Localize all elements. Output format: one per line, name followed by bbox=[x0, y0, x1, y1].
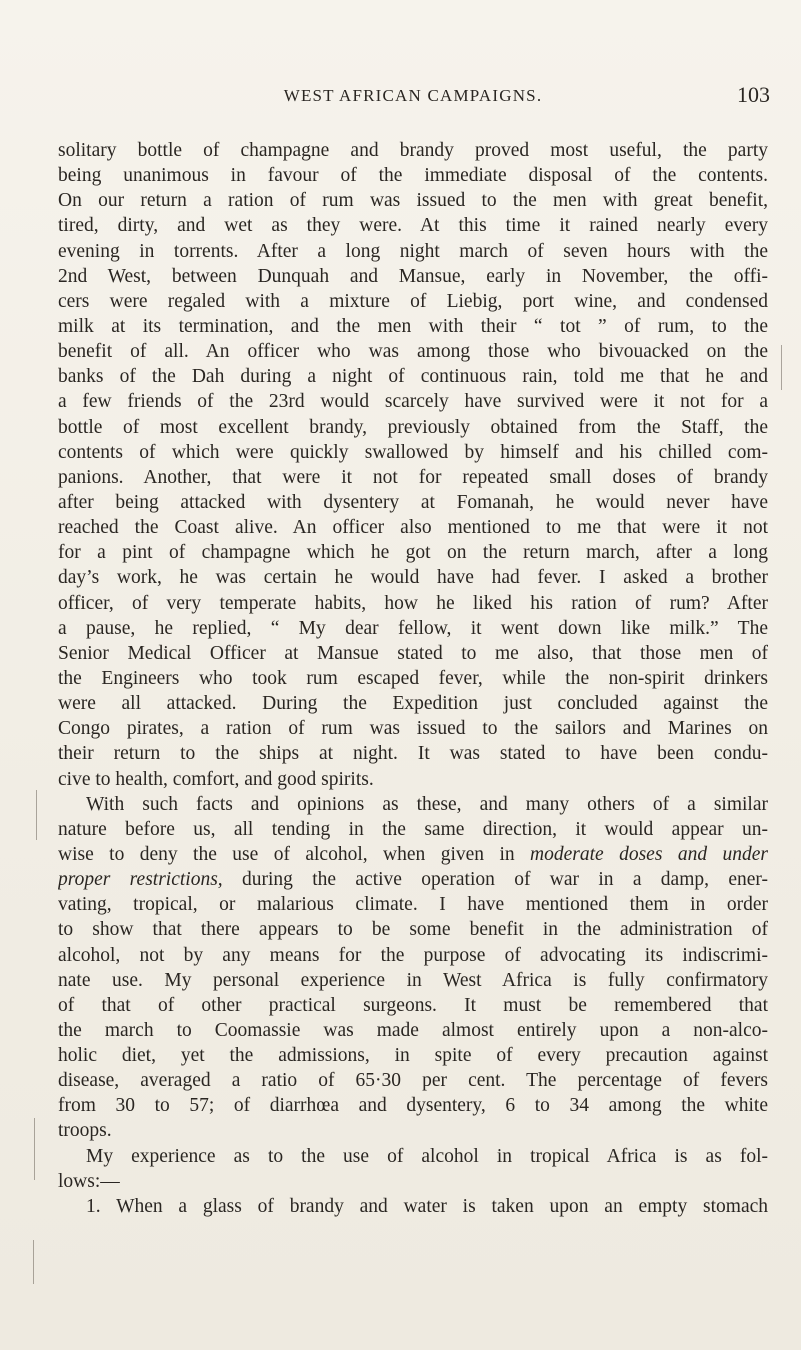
text-line: Senior Medical Officer at Mansue stated to me also, that those men of bbox=[58, 642, 768, 664]
text-line: evening in torrents. After a long night march of seven hours with the bbox=[58, 240, 768, 262]
margin-pencil-mark bbox=[33, 1240, 34, 1284]
text-line: were all attacked. During the Expedition just concluded against the bbox=[58, 693, 768, 715]
text-line: to show that there appears to be some benefit in the administration of bbox=[58, 919, 768, 941]
text-line: vating, tropical, or malarious climate. I have mentioned them in order bbox=[58, 894, 768, 916]
text-line: their return to the ships at night. It was stated to have been condu- bbox=[58, 743, 768, 765]
text-line: officer, of very temperate habits, how he liked his ration of rum? After bbox=[58, 592, 768, 614]
text-line: troops. bbox=[58, 1120, 112, 1142]
text-fragment: wise to deny the use of alcohol, when given in bbox=[58, 843, 515, 865]
text-line: 2nd West, between Dunquah and Mansue, early in November, the offi- bbox=[58, 265, 768, 287]
text-line: the march to Coomassie was made almost entirely upon a non-alco- bbox=[58, 1019, 768, 1041]
text-line: day’s work, he was certain he would have had fever. I asked a brother bbox=[58, 567, 768, 589]
running-title: WEST AFRICAN CAMPAIGNS. bbox=[283, 86, 543, 105]
italic-phrase: moderate doses and under bbox=[530, 843, 768, 865]
text-line: My experience as to the use of alcohol in tropical Africa is as fol- bbox=[86, 1145, 768, 1167]
text-line: cers were regaled with a mixture of Liebig, port wine, and condensed bbox=[58, 290, 768, 312]
text-line: reached the Coast alive. An officer also mentioned to me that were it not bbox=[58, 517, 768, 539]
text-line: benefit of all. An officer who was among those who bivouacked on the bbox=[58, 341, 768, 363]
text-line: lows:— bbox=[58, 1170, 120, 1192]
text-line: from 30 to 57; of diarrhœa and dysentery, 6 to 34 among the white bbox=[58, 1095, 768, 1117]
text-line: nature before us, all tending in the same direction, it would appear un- bbox=[58, 818, 768, 840]
text-line: for a pint of champagne which he got on the return march, after a long bbox=[58, 542, 768, 564]
text-line: With such facts and opinions as these, and many others of a similar bbox=[86, 793, 768, 815]
text-line: tired, dirty, and wet as they were. At this time it rained nearly every bbox=[58, 215, 768, 237]
italic-phrase: proper restrictions, bbox=[58, 869, 223, 891]
margin-pencil-mark bbox=[36, 790, 37, 840]
text-line: holic diet, yet the admissions, in spite of every precaution against bbox=[58, 1045, 768, 1067]
text-line: milk at its termination, and the men with their “ tot ” of rum, to the bbox=[58, 315, 768, 337]
text-line: solitary bottle of champagne and brandy proved most useful, the party bbox=[58, 140, 768, 161]
text-line: alcohol, not by any means for the purpose of advocating its indiscrimi- bbox=[58, 944, 768, 966]
text-line: disease, averaged a ratio of 65·30 per cent. The percentage of fevers bbox=[58, 1070, 768, 1092]
running-head bbox=[56, 82, 770, 114]
text-line: being unanimous in favour of the immediate disposal of the contents. bbox=[58, 165, 768, 187]
text-line: a pause, he replied, “ My dear fellow, it went down like milk.” The bbox=[58, 617, 768, 639]
text-line: cive to health, comfort, and good spirits. bbox=[58, 768, 374, 790]
text-line: after being attacked with dysentery at Fomanah, he would never have bbox=[58, 491, 768, 513]
text-line: Congo pirates, a ration of rum was issued to the sailors and Marines on bbox=[58, 718, 768, 740]
text-line: contents of which were quickly swallowed by himself and his chilled com- bbox=[58, 441, 768, 463]
text-line: 1. When a glass of brandy and water is taken upon an empty stomach bbox=[86, 1195, 768, 1217]
text-line: banks of the Dah during a night of continuous rain, told me that he and bbox=[58, 366, 768, 388]
text-line: bottle of most excellent brandy, previously obtained from the Staff, the bbox=[58, 416, 768, 438]
text-line: the Engineers who took rum escaped fever, while the non-spirit drinkers bbox=[58, 667, 768, 689]
body-text bbox=[58, 138, 768, 1219]
text-line bbox=[58, 867, 768, 892]
text-fragment: during the active operation of war in a damp, ener- bbox=[242, 869, 768, 891]
text-line: nate use. My personal experience in West Africa is fully confirmatory bbox=[58, 969, 768, 991]
margin-pencil-mark bbox=[781, 345, 782, 390]
text-line bbox=[58, 842, 768, 867]
page-number: 103 bbox=[737, 82, 770, 107]
text-line: of that of other practical surgeons. It must be remembered that bbox=[58, 994, 768, 1016]
text-line: a few friends of the 23rd would scarcely have survived were it not for a bbox=[58, 391, 768, 413]
margin-pencil-mark bbox=[34, 1118, 35, 1180]
text-line: panions. Another, that were it not for repeated small doses of brandy bbox=[58, 466, 768, 488]
text-line: On our return a ration of rum was issued to the men with great benefit, bbox=[58, 190, 768, 212]
